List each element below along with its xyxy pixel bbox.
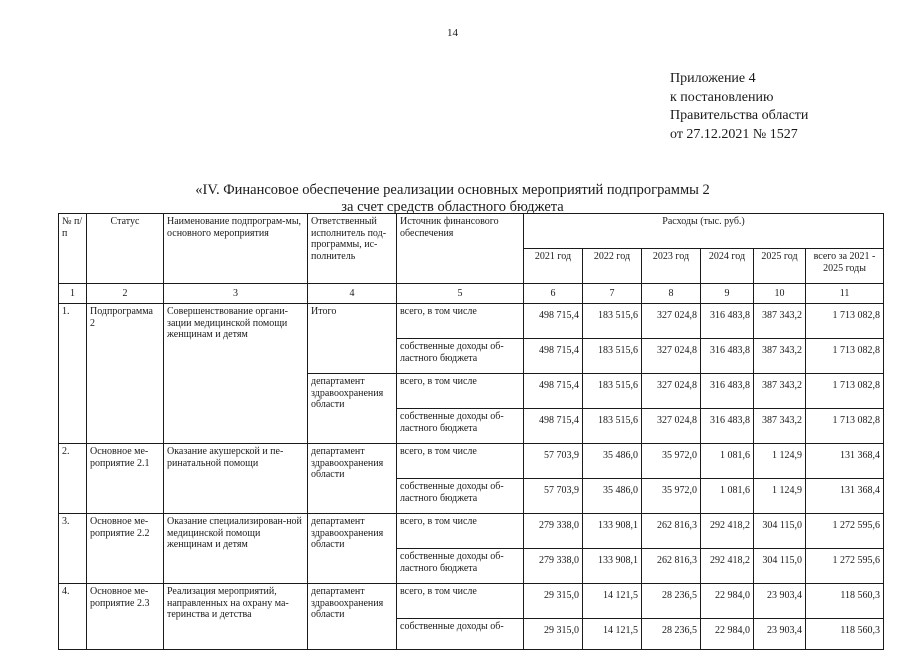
- section-status: Основное ме-роприятие 2.2: [87, 514, 164, 584]
- value-2025: 23 903,4: [754, 584, 806, 619]
- value-2023: 327 024,8: [642, 409, 701, 444]
- header-year-2022: 2022 год: [583, 249, 642, 284]
- value-2023: 262 816,3: [642, 514, 701, 549]
- value-total: 131 368,4: [806, 479, 884, 514]
- value-2021: 57 703,9: [524, 479, 583, 514]
- header-year-2024: 2024 год: [701, 249, 754, 284]
- value-2021: 29 315,0: [524, 619, 583, 650]
- value-2022: 133 908,1: [583, 549, 642, 584]
- value-total: 1 713 082,8: [806, 339, 884, 374]
- header-total: всего за 2021 - 2025 годы: [806, 249, 884, 284]
- section-status: Подпрограмма 2: [87, 304, 164, 444]
- value-2022: 14 121,5: [583, 619, 642, 650]
- value-2023: 262 816,3: [642, 549, 701, 584]
- value-2023: 35 972,0: [642, 479, 701, 514]
- value-total: 1 713 082,8: [806, 374, 884, 409]
- section-name: Оказание специализирован-ной медицинской помощи женщинам и детям: [164, 514, 308, 584]
- value-2024: 22 984,0: [701, 584, 754, 619]
- value-2025: 387 343,2: [754, 304, 806, 339]
- source-cell: всего, в том числе: [397, 584, 524, 619]
- value-2025: 1 124,9: [754, 444, 806, 479]
- value-2021: 498 715,4: [524, 339, 583, 374]
- header-name: Наименование подпрограм-мы, основного мероприятия: [164, 214, 308, 284]
- section-number: 2.: [59, 444, 87, 514]
- header-expenses: Расходы (тыс. руб.): [524, 214, 884, 249]
- page-number: 14: [447, 27, 458, 39]
- value-2023: 327 024,8: [642, 374, 701, 409]
- value-2025: 304 115,0: [754, 549, 806, 584]
- value-2022: 183 515,6: [583, 304, 642, 339]
- header-row: [59, 214, 884, 249]
- executor-cell: департамент здравоохранения области: [308, 514, 397, 584]
- source-cell: собственные доходы об-ластного бюджета: [397, 549, 524, 584]
- table-row: [59, 514, 884, 549]
- table-row: [59, 584, 884, 619]
- column-index: 1: [59, 284, 87, 304]
- header-source: Источник финансового обеспечения: [397, 214, 524, 284]
- source-cell: всего, в том числе: [397, 444, 524, 479]
- executor-cell: департамент здравоохранения области: [308, 374, 397, 444]
- column-index: 8: [642, 284, 701, 304]
- value-2022: 133 908,1: [583, 514, 642, 549]
- table-row: [59, 304, 884, 339]
- appendix-line: Правительства области: [670, 108, 809, 123]
- value-2024: 1 081,6: [701, 479, 754, 514]
- header-executor: Ответственный исполнитель под-программы, ис-полнитель: [308, 214, 397, 284]
- value-2025: 387 343,2: [754, 374, 806, 409]
- value-2023: 28 236,5: [642, 619, 701, 650]
- value-2022: 183 515,6: [583, 374, 642, 409]
- column-index: 6: [524, 284, 583, 304]
- column-index: 5: [397, 284, 524, 304]
- value-2021: 29 315,0: [524, 584, 583, 619]
- source-cell: собственные доходы об-ластного бюджета: [397, 479, 524, 514]
- value-2025: 23 903,4: [754, 619, 806, 650]
- value-2022: 35 486,0: [583, 479, 642, 514]
- value-2022: 14 121,5: [583, 584, 642, 619]
- section-status: Основное ме-роприятие 2.1: [87, 444, 164, 514]
- column-index: 3: [164, 284, 308, 304]
- value-total: 1 272 595,6: [806, 549, 884, 584]
- section-status: Основное ме-роприятие 2.3: [87, 584, 164, 650]
- column-index: 9: [701, 284, 754, 304]
- value-2021: 57 703,9: [524, 444, 583, 479]
- executor-cell: департамент здравоохранения области: [308, 444, 397, 514]
- column-index: 7: [583, 284, 642, 304]
- column-index: 2: [87, 284, 164, 304]
- appendix-line: Приложение 4: [670, 71, 756, 86]
- value-total: 118 560,3: [806, 619, 884, 650]
- source-cell: собственные доходы об-: [397, 619, 524, 650]
- section-name: Совершенствование органи-зации медицинской помощи женщинам и детям: [164, 304, 308, 444]
- value-2023: 28 236,5: [642, 584, 701, 619]
- column-index: 4: [308, 284, 397, 304]
- value-2024: 316 483,8: [701, 374, 754, 409]
- column-index: 10: [754, 284, 806, 304]
- header-year-2023: 2023 год: [642, 249, 701, 284]
- column-index: 11: [806, 284, 884, 304]
- value-2025: 1 124,9: [754, 479, 806, 514]
- value-2024: 316 483,8: [701, 304, 754, 339]
- value-total: 118 560,3: [806, 584, 884, 619]
- value-total: 1 713 082,8: [806, 409, 884, 444]
- value-2022: 183 515,6: [583, 409, 642, 444]
- source-cell: всего, в том числе: [397, 514, 524, 549]
- header-status: Статус: [87, 214, 164, 284]
- value-2025: 304 115,0: [754, 514, 806, 549]
- section-number: 3.: [59, 514, 87, 584]
- value-2022: 183 515,6: [583, 339, 642, 374]
- value-2024: 316 483,8: [701, 409, 754, 444]
- value-2021: 498 715,4: [524, 304, 583, 339]
- source-cell: собственные доходы об-ластного бюджета: [397, 409, 524, 444]
- value-2023: 327 024,8: [642, 339, 701, 374]
- value-2021: 279 338,0: [524, 549, 583, 584]
- title-line: «IV. Финансовое обеспечение реализации основных мероприятий подпрограммы 2: [195, 182, 710, 198]
- value-2023: 35 972,0: [642, 444, 701, 479]
- table-row: [59, 444, 884, 479]
- value-total: 131 368,4: [806, 444, 884, 479]
- value-total: 1 272 595,6: [806, 514, 884, 549]
- header-num: № п/п: [59, 214, 87, 284]
- executor-cell: Итого: [308, 304, 397, 374]
- value-2024: 292 418,2: [701, 514, 754, 549]
- value-2021: 279 338,0: [524, 514, 583, 549]
- document-title: [0, 182, 905, 216]
- section-number: 4.: [59, 584, 87, 650]
- source-cell: всего, в том числе: [397, 374, 524, 409]
- column-index-row: [59, 284, 884, 304]
- value-2024: 316 483,8: [701, 339, 754, 374]
- value-2022: 35 486,0: [583, 444, 642, 479]
- financing-table: [58, 213, 884, 650]
- value-total: 1 713 082,8: [806, 304, 884, 339]
- appendix-block: [670, 70, 808, 144]
- value-2025: 387 343,2: [754, 409, 806, 444]
- value-2021: 498 715,4: [524, 374, 583, 409]
- section-number: 1.: [59, 304, 87, 444]
- value-2024: 292 418,2: [701, 549, 754, 584]
- value-2023: 327 024,8: [642, 304, 701, 339]
- value-2024: 22 984,0: [701, 619, 754, 650]
- header-year-2025: 2025 год: [754, 249, 806, 284]
- section-name: Оказание акушерской и пе-ринатальной помощи: [164, 444, 308, 514]
- value-2024: 1 081,6: [701, 444, 754, 479]
- executor-cell: департамент здравоохранения области: [308, 584, 397, 650]
- value-2021: 498 715,4: [524, 409, 583, 444]
- source-cell: собственные доходы об-ластного бюджета: [397, 339, 524, 374]
- header-year-2021: 2021 год: [524, 249, 583, 284]
- section-name: Реализация мероприятий, направленных на охрану ма-теринства и детства: [164, 584, 308, 650]
- title-line: за счет средств областного бюджета: [341, 199, 564, 215]
- appendix-line: от 27.12.2021 № 1527: [670, 126, 798, 142]
- appendix-line: к постановлению: [670, 89, 774, 105]
- source-cell: всего, в том числе: [397, 304, 524, 339]
- value-2025: 387 343,2: [754, 339, 806, 374]
